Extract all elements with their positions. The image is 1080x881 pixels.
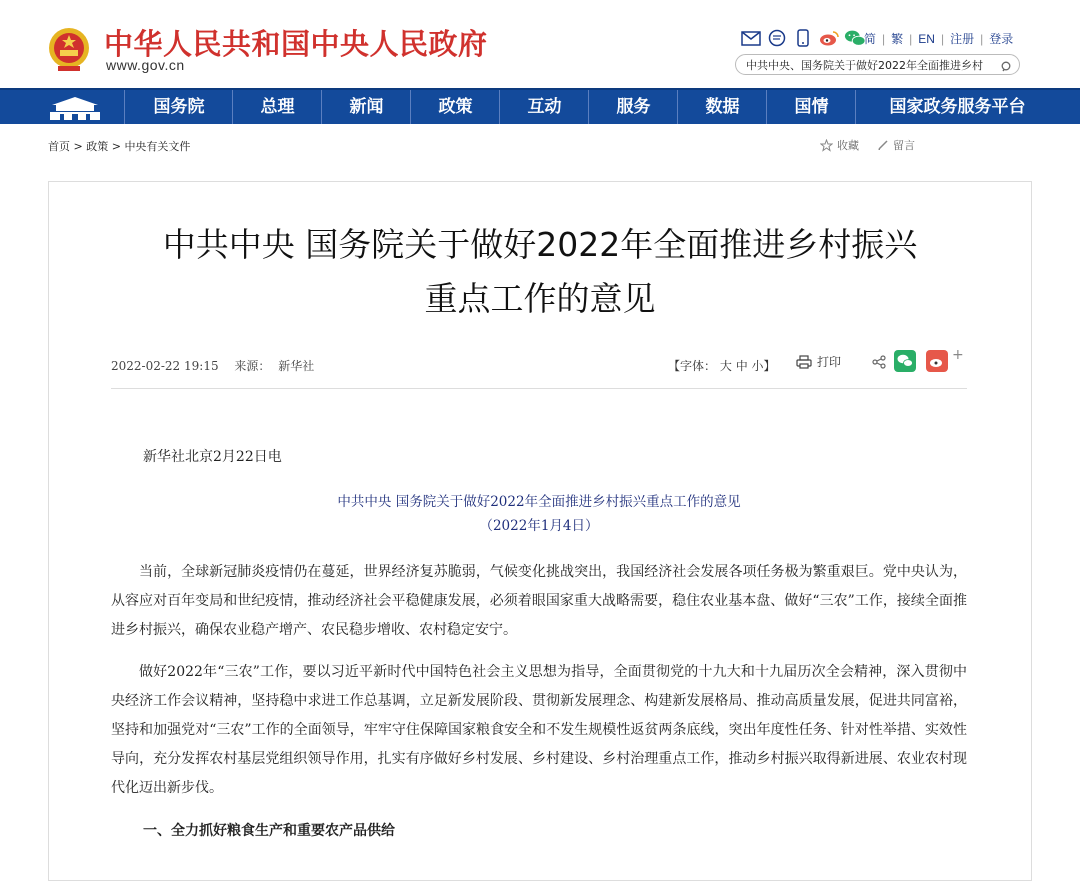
site-name[interactable]: 中华人民共和国中央人民政府 — [104, 27, 488, 61]
article-title-line1: 中共中央 国务院关于做好2022年全面推进乡村振兴 — [162, 225, 918, 264]
main-nav — [0, 88, 1080, 124]
font-size-label-close: 】 — [763, 359, 776, 373]
nav-item-premier[interactable]: 总理 — [232, 90, 322, 124]
link-register[interactable]: 注册 — [950, 32, 975, 46]
divider: | — [980, 31, 984, 46]
divider: | — [882, 31, 886, 46]
nav-item-state-council[interactable]: 国务院 — [124, 90, 233, 124]
publish-date: 2022-02-22 19:15 — [111, 359, 219, 373]
meta-divider — [111, 388, 967, 389]
print-label: 打印 — [817, 355, 842, 369]
print-button[interactable] — [796, 353, 841, 370]
star-icon — [820, 139, 833, 152]
share-weibo-icon[interactable] — [926, 350, 950, 376]
document-subtitle — [111, 490, 967, 538]
link-login[interactable]: 登录 — [989, 32, 1014, 46]
section-heading-1: 一、全力抓好粮食生产和重要农产品供给 — [143, 823, 395, 839]
nav-item-policy[interactable]: 政策 — [410, 90, 500, 124]
search-input[interactable] — [746, 55, 996, 74]
breadcrumb — [48, 138, 190, 154]
top-tools — [740, 27, 870, 49]
paragraph-2: 做好2022年“三农”工作，要以习近平新时代中国特色社会主义思想为指导，全面贯彻党的十九大和十九届历次全会精神，深入贯彻中央经济工作会议精神，坚持稳中求进工作总基调，立足新发展阶段、贯彻新发展理念、构建新发展格局、推动高质量发展，促进共同富裕，坚持和加强党对“三农”工作的全面领导，牢牢守住保障国家粮食安全和不发生规模性返贫两条底线，突出年度性任务、针对性举措、实效性导向，充分发挥农村基层党组织领导作用，扎实有序做好乡村发展、乡村建设、乡村治理重点工作，推动乡村振兴取得新进展、农业农村现代化迈出新步伐。 — [111, 664, 967, 796]
font-size-small[interactable]: 小 — [751, 359, 764, 373]
font-size-large[interactable]: 大 — [719, 359, 732, 373]
mobile-icon[interactable] — [792, 29, 814, 47]
national-emblem-icon[interactable] — [46, 26, 92, 74]
favorite-button[interactable] — [820, 137, 859, 153]
link-traditional[interactable]: 繁 — [891, 32, 904, 46]
divider: | — [909, 31, 913, 46]
paragraph-1: 当前，全球新冠肺炎疫情仍在蔓延，世界经济复苏脆弱，气候变化挑战突出，我国经济社会发展各项任务极为繁重艰巨。党中央认为，从容应对百年变局和世纪疫情，推动经济社会平稳健康发展，必须着眼国家重大战略需要，稳住农业基本盘、做好“三农”工作，接续全面推进乡村振兴，确保农业稳产增产、农民稳步增收、农村稳定安宁。 — [111, 564, 967, 638]
share-icon[interactable] — [872, 354, 886, 373]
link-simplified[interactable]: 简 — [864, 32, 877, 46]
document-subtitle-title: 中共中央 国务院关于做好2022年全面推进乡村振兴重点工作的意见 — [337, 494, 741, 510]
nav-item-data[interactable]: 数据 — [677, 90, 767, 124]
search-icon[interactable] — [1001, 58, 1013, 77]
font-size-medium[interactable]: 中 — [735, 359, 748, 373]
font-size-control — [668, 357, 776, 374]
nav-item-gov-service-platform[interactable]: 国家政务服务平台 — [855, 90, 1059, 124]
breadcrumb-separator: > — [108, 140, 125, 153]
divider: | — [940, 31, 945, 46]
nav-item-news[interactable]: 新闻 — [321, 90, 411, 124]
site-header — [0, 0, 1080, 88]
article-title-line2: 重点工作的意见 — [424, 279, 656, 318]
search-box — [735, 54, 1020, 75]
breadcrumb-policy[interactable]: 政策 — [86, 140, 109, 153]
breadcrumb-central-docs[interactable]: 中央有关文件 — [124, 140, 191, 153]
pencil-icon — [877, 139, 889, 151]
nav-item-services[interactable]: 服务 — [588, 90, 678, 124]
document-subtitle-date: （2022年1月4日） — [479, 518, 599, 534]
comment-label: 留言 — [893, 139, 915, 152]
nav-item-interaction[interactable]: 互动 — [499, 90, 589, 124]
source-name: 新华社 — [278, 359, 315, 373]
wechat-icon[interactable] — [844, 29, 866, 47]
share-bar — [872, 347, 964, 376]
mail-icon[interactable] — [740, 29, 762, 47]
weibo-icon[interactable] — [818, 29, 840, 47]
dateline: 新华社北京2月22日电 — [143, 449, 282, 465]
page-actions — [820, 137, 933, 153]
breadcrumb-home[interactable]: 首页 — [48, 140, 70, 153]
favorite-label: 收藏 — [837, 139, 859, 152]
article-meta — [111, 357, 314, 374]
chat-icon[interactable] — [766, 29, 788, 47]
breadcrumb-separator: > — [70, 140, 87, 153]
tiananmen-icon[interactable] — [42, 92, 108, 122]
comment-button[interactable] — [877, 137, 915, 153]
share-more-icon[interactable]: + — [952, 347, 964, 363]
top-links — [864, 30, 1013, 47]
article-title — [60, 218, 1020, 326]
share-wechat-icon[interactable] — [894, 350, 916, 376]
link-english[interactable]: EN — [918, 31, 935, 46]
nav-item-national-conditions[interactable]: 国情 — [766, 90, 856, 124]
printer-icon — [796, 355, 812, 369]
site-url[interactable]: www.gov.cn — [106, 57, 185, 73]
font-size-label: 【字体： — [668, 359, 717, 373]
source-label: 来源： — [234, 359, 271, 373]
